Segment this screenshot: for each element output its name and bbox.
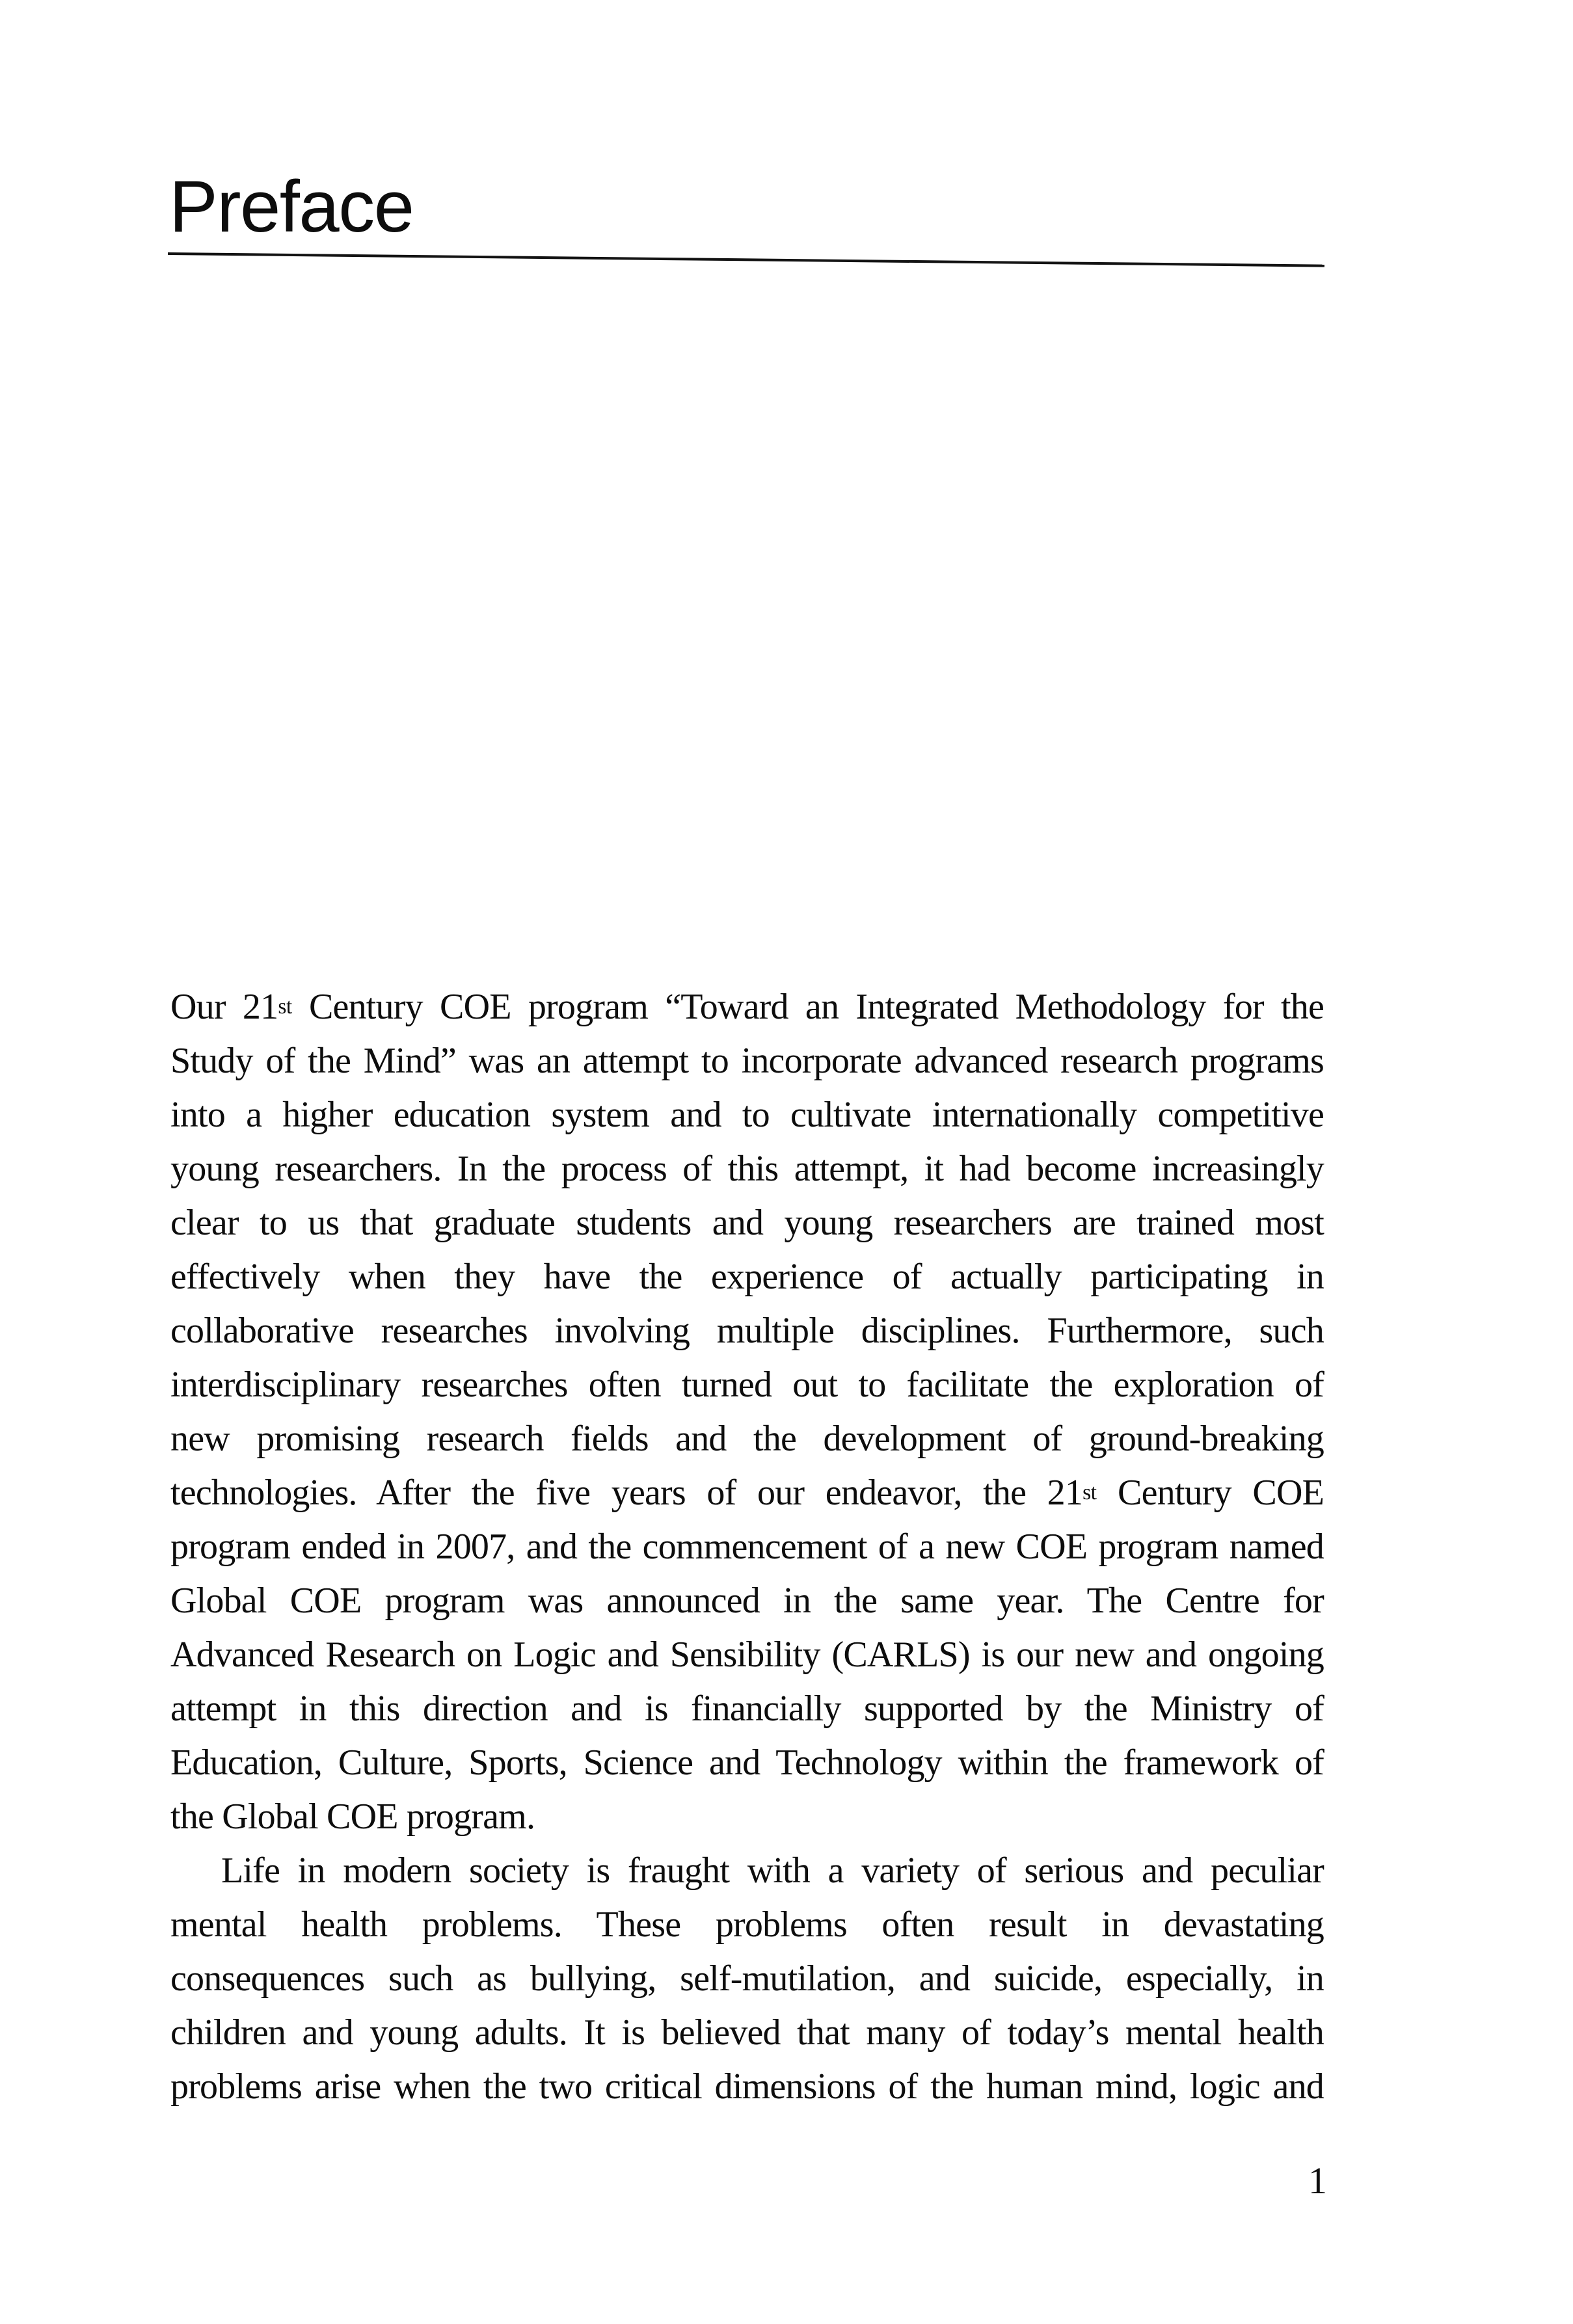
text-line: young researchers. In the process of this attempt, it had become increasingly xyxy=(170,1149,1324,1189)
text-segment: Century COE program “Toward an Integrated Methodology for the xyxy=(291,987,1324,1027)
superscript-ordinal: st xyxy=(278,994,292,1019)
text-line xyxy=(170,980,1324,1034)
paragraph-1 xyxy=(170,980,1324,1844)
text-line: collaborative researches involving multiple disciplines. Furthermore, such xyxy=(170,1311,1324,1351)
text-segment: technologies. After the five years of our endeavor, the 21 xyxy=(170,1473,1083,1513)
page-number: 1 xyxy=(1308,2159,1327,2202)
text-line: program ended in 2007, and the commencement of a new COE program named xyxy=(170,1527,1324,1567)
heading-rule xyxy=(168,252,1324,267)
text-segment: Century COE xyxy=(1096,1473,1324,1513)
text-line: effectively when they have the experience of actually participating in xyxy=(170,1257,1324,1297)
text-line: children and young adults. It is believed that many of today’s mental health xyxy=(170,2012,1324,2053)
page-title: Preface xyxy=(169,166,414,247)
text-line: Study of the Mind” was an attempt to incorporate advanced research programs xyxy=(170,1041,1324,1081)
text-line: problems arise when the two critical dimensions of the human mind, logic and xyxy=(170,2066,1324,2107)
text-line: mental health problems. These problems often result in devastating xyxy=(170,1904,1324,1945)
text-line: interdisciplinary researches often turned out to facilitate the exploration of xyxy=(170,1365,1324,1405)
text-line: consequences such as bullying, self-mutilation, and suicide, especially, in xyxy=(170,1958,1324,1999)
text-segment: Our 21 xyxy=(170,987,278,1027)
superscript-ordinal: st xyxy=(1082,1480,1097,1504)
text-line xyxy=(170,1466,1324,1520)
text-line: new promising research fields and the development of ground-breaking xyxy=(170,1419,1324,1459)
preface-body xyxy=(170,980,1324,2114)
text-line: into a higher education system and to cultivate internationally competitive xyxy=(170,1095,1324,1135)
text-line: the Global COE program. xyxy=(170,1796,535,1837)
text-line: clear to us that graduate students and young researchers are trained most xyxy=(170,1203,1324,1243)
text-line: Global COE program was announced in the same year. The Centre for xyxy=(170,1581,1324,1621)
text-line: Education, Culture, Sports, Science and Technology within the framework of xyxy=(170,1743,1324,1783)
text-line: attempt in this direction and is financially supported by the Ministry of xyxy=(170,1689,1324,1729)
text-line: Life in modern society is fraught with a variety of serious and peculiar xyxy=(221,1850,1324,1891)
text-line: Advanced Research on Logic and Sensibility (CARLS) is our new and ongoing xyxy=(170,1635,1324,1675)
paragraph-2 xyxy=(170,1844,1324,2114)
